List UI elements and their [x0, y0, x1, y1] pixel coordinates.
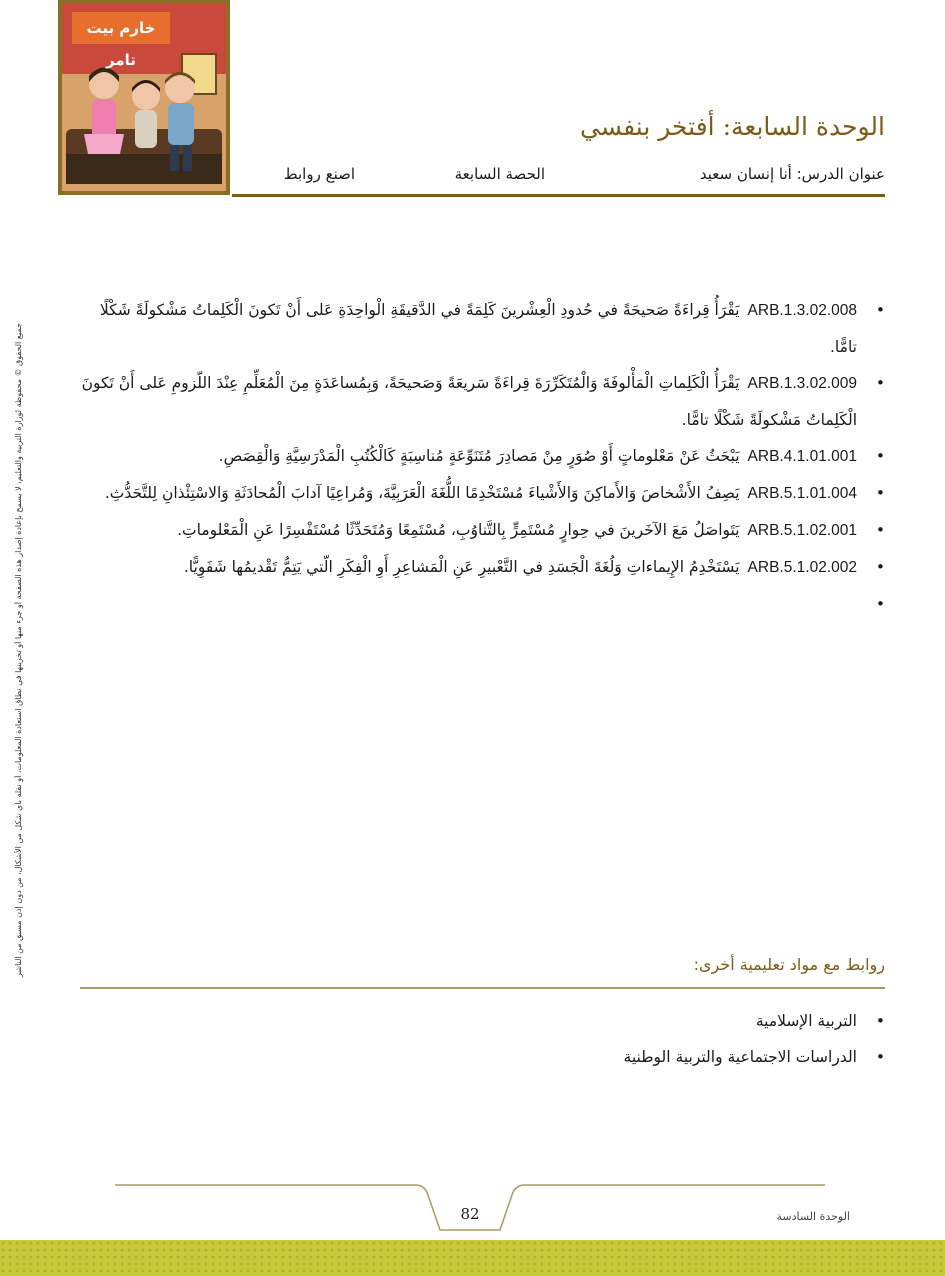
outcome-code: ARB.5.1.02.002	[747, 559, 857, 576]
lesson-info-bar	[232, 160, 885, 197]
outcome-code: ARB.1.3.02.009	[747, 375, 857, 392]
links-divider	[80, 987, 885, 989]
links-heading: روابط مع مواد تعليمية أخرى:	[693, 955, 885, 974]
list-item	[624, 1039, 885, 1075]
cover-illustration	[62, 4, 226, 191]
links-list	[624, 1003, 885, 1075]
outcome-text: يَصِفُ الأَشْخاصَ وَالأَماكِنَ وَالأَشْياءَ مُسْتَخْدِمًا اللُّغَةَ الْعَرَبِيَّةَ، وَمُراعِيًا آدابَ الْمُحادَثَةِ وَالاسْتِئْذانِ لِلتَّحَدُّثِ.	[104, 484, 740, 502]
bottom-decorative-band	[0, 1240, 945, 1276]
list-item	[80, 365, 885, 438]
list-item-empty	[80, 586, 885, 623]
lesson-activity: اصنع روابط	[283, 165, 355, 183]
lesson-session: الحصة السابعة	[454, 165, 545, 183]
list-item	[80, 438, 885, 475]
book-cover	[58, 0, 230, 195]
outcome-code: ARB.5.1.01.004	[747, 485, 857, 502]
outcome-code: ARB.1.3.02.008	[747, 302, 857, 319]
unit-title: الوحدة السابعة: أفتخر بنفسي	[580, 112, 885, 141]
outcome-text: يَقْرَأُ قِراءَةً صَحيحَةً في حُدودِ الْعِشْرينَ كَلِمَةً في الدَّقيقَةِ الْواحِدَةِ عَلى أَنْ تَكونَ الْكَلِماتُ مَشْكولَةً شَكْلًا تامًّا.	[99, 301, 857, 356]
list-item	[80, 549, 885, 586]
list-item	[624, 1003, 885, 1039]
link-subject: الدراسات الاجتماعية والتربية الوطنية	[623, 1048, 857, 1066]
outcome-text: يَقْرَأُ الْكَلِماتِ الْمَأْلوفَةَ وَالْمُتَكَرِّرَةَ قِراءَةً سَريعَةً وَصَحيحَةً، وَبِمُساعَدَةٍ مِنَ الْمُعَلِّمِ عِنْدَ اللّزومِ عَلى أَنْ تَكونَ الْكَلِماتُ مَشْكولَةً شَكْلًا تامًّا.	[81, 374, 857, 429]
cover-title: خارم بيت تامر	[72, 12, 170, 44]
list-item	[80, 475, 885, 512]
list-item	[80, 292, 885, 365]
outcome-code: ARB.4.1.01.001	[747, 448, 857, 465]
outcome-code: ARB.5.1.02.001	[747, 522, 857, 539]
outcome-text: يَتَواصَلُ مَعَ الآخَرينَ في حِوارٍ مُسْتَمِرٍّ بِالتَّناوُبِ، مُسْتَمِعًا وَمُتَحَدِّثًا مُسْتَفْسِرًا عَنِ الْمَعْلوماتِ.	[177, 521, 740, 539]
outcome-text: يَسْتَخْدِمُ الإِيماءاتِ وَلُغَةَ الْجَسَدِ في التَّعْبيرِ عَنِ الْمَشاعِرِ أَوِ الْفِكَرِ الّتي يَتِمُّ تَقْديمُها شَفَوِيًّا.	[183, 558, 740, 576]
outcome-text: يَبْحَثُ عَنْ مَعْلوماتٍ أَوْ صُوَرٍ مِنْ مَصادِرَ مُتَنَوِّعَةٍ مُناسِبَةٍ كَالْكُتُبِ الْمَدْرَسِيَّةِ وَالْقِصَصِ.	[218, 447, 740, 465]
outcomes-list	[80, 292, 885, 623]
page-number: 82	[460, 1205, 480, 1223]
link-subject: التربية الإسلامية	[755, 1012, 857, 1030]
list-item	[80, 512, 885, 549]
copyright-notice: جميع الحقوق © محفوظة لوزارة التربية والتعليم، لا يسمح بإعادة إصدار هذه الصفحة أو جزء منها أو تخزينها في نطاق استعادة المعلومات، أو نقله بأي شكل من الأشكال، من دون إذن مسبق من الناشر	[14, 322, 23, 978]
lesson-title: عنوان الدرس: أنا إنسان سعيد	[699, 165, 885, 183]
footer-unit-label: الوحدة السادسة	[776, 1210, 850, 1223]
